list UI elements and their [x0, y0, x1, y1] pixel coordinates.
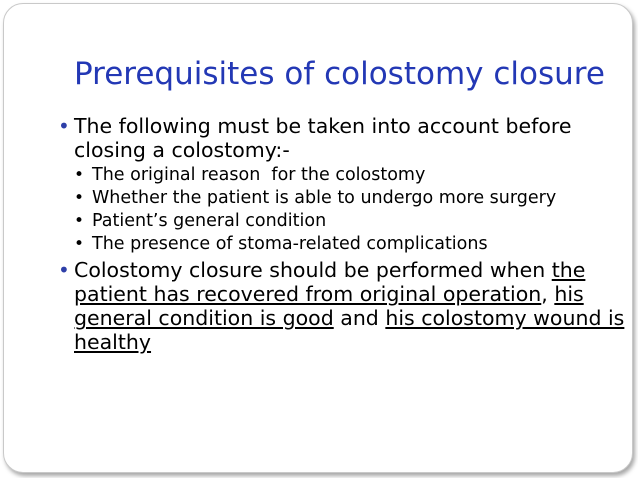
sub-bullet-4-text: The presence of stoma-related complications [92, 234, 488, 254]
sub-bullet-3-text: Patient’s general condition [92, 211, 327, 231]
sub-bullet-4 [58, 233, 628, 256]
general-condition-phrase: his general condition is good [74, 282, 584, 330]
comma-separator: , [541, 282, 555, 306]
bullet-2-text-lead: Colostomy closure should be performed when [74, 258, 552, 282]
sub-bullet-2 [58, 187, 628, 210]
recovered-phrase: the patient has recovered from original operation [74, 258, 586, 306]
sub-bullet-1 [58, 164, 628, 187]
bullet-1-text: The following must be taken into account before closing a colostomy:- [74, 114, 572, 162]
sub-bullet-3 [58, 210, 628, 233]
bullet-1 [58, 114, 628, 162]
sub-bullet-dot-icon: • [74, 188, 85, 208]
bullet-2 [58, 258, 628, 354]
bullet-dot-icon: • [58, 258, 70, 282]
sub-bullet-2-text: Whether the patient is able to undergo more surgery [92, 188, 557, 208]
slide-content [58, 114, 628, 354]
slide-title: Prerequisites of colostomy closure [74, 56, 605, 92]
sub-bullet-dot-icon: • [74, 234, 85, 254]
wound-healthy-phrase: his colostomy wound is healthy [74, 306, 625, 354]
bullet-dot-icon: • [58, 114, 70, 138]
sub-bullet-dot-icon: • [74, 211, 85, 231]
sub-bullet-1-text: The original reason for the colostomy [92, 165, 426, 185]
and-separator: and [333, 306, 386, 330]
sub-bullet-dot-icon: • [74, 165, 85, 185]
